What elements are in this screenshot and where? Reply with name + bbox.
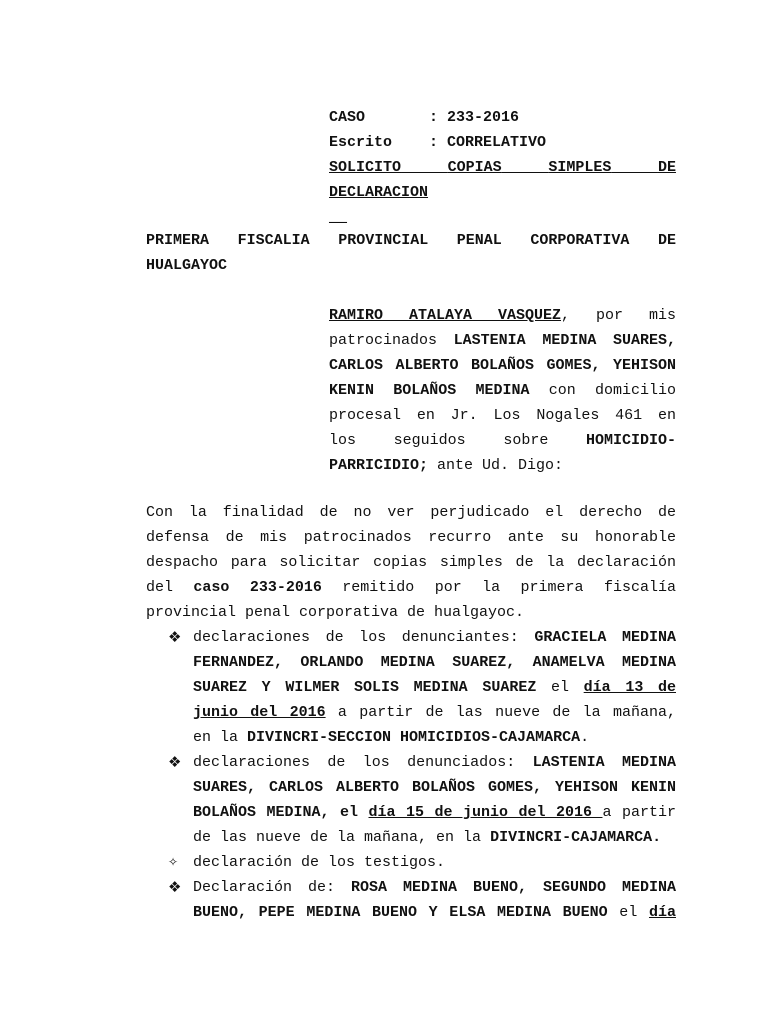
subject-line-1: SOLICITO COPIAS SIMPLES DE [329,159,676,176]
escrito-label: Escrito [329,134,393,151]
list-item: ❖ declaraciones de los denunciados: LASTENIA MEDINA SUARES, CARLOS ALBERTO BOLAÑOS GOMES, YEHISON KENIN BOLAÑOS MEDINA, el día 15 de junio del 2016 a partir de las nueve de la mañana, en la DIVINCRI-CAJAMARCA. [168,750,676,850]
caso-value: : 233-2016 [429,109,520,126]
subject-line-2: DECLARACION [329,184,429,201]
petitioner-name: RAMIRO ATALAYA VASQUEZ [329,307,562,324]
addressee-block [146,228,676,278]
case-number-ref: caso 233-2016 [193,579,322,596]
case-header [329,105,676,155]
body-paragraph: Con la finalidad de no ver perjudicado el derecho de defensa de mis patrocinados recurro ante su honorable despacho para solicitar copias simples de la declaración del caso 233-2016 remitido por la primera fiscalía provincial penal corporativa de hualgayoc. [146,504,676,621]
escrito-value: : CORRELATIVO [429,134,547,151]
declarations-list [168,625,676,925]
outline-diamond-bullet-icon: ✧ [168,855,179,869]
addressee-line-2: HUALGAYOC [146,257,228,274]
list-item: ❖ declaraciones de los denunciantes: GRACIELA MEDINA FERNANDEZ, ORLANDO MEDINA SUAREZ, ANAMELVA MEDINA SUAREZ Y WILMER SOLIS MEDINA SUAREZ el día 13 de junio del 2016 a partir de las nueve de la mañana, en la DIVINCRI-SECCION HOMICIDIOS-CAJAMARCA. [168,625,676,750]
caso-row [329,105,676,130]
intro-paragraph: RAMIRO ATALAYA VASQUEZ, por mis patrocinados LASTENIA MEDINA SUARES, CARLOS ALBERTO BOLAÑOS GOMES, YEHISON KENIN BOLAÑOS MEDINA con domicilio procesal en Jr. Los Nogales 461 en los seguidos sobre HOMICIDIO- PARRICIDIO; ante Ud. Digo: [329,307,676,474]
escrito-row [329,130,676,155]
diamond-bullet-icon: ❖ [168,753,182,771]
list-item: ❖ Declaración de: ROSA MEDINA BUENO, SEGUNDO MEDINA BUENO, PEPE MEDINA BUENO Y ELSA MEDINA BUENO el día [168,875,676,925]
subject-line-3: __ [329,209,348,226]
subject-block [329,155,676,230]
list-item: ✧ declaración de los testigos. [168,850,676,875]
addressee-line-1: PRIMERA FISCALIA PROVINCIAL PENAL CORPORATIVA DE [146,232,676,249]
caso-label: CASO [329,109,366,126]
diamond-bullet-icon: ❖ [168,878,182,896]
diamond-bullet-icon: ❖ [168,628,182,646]
